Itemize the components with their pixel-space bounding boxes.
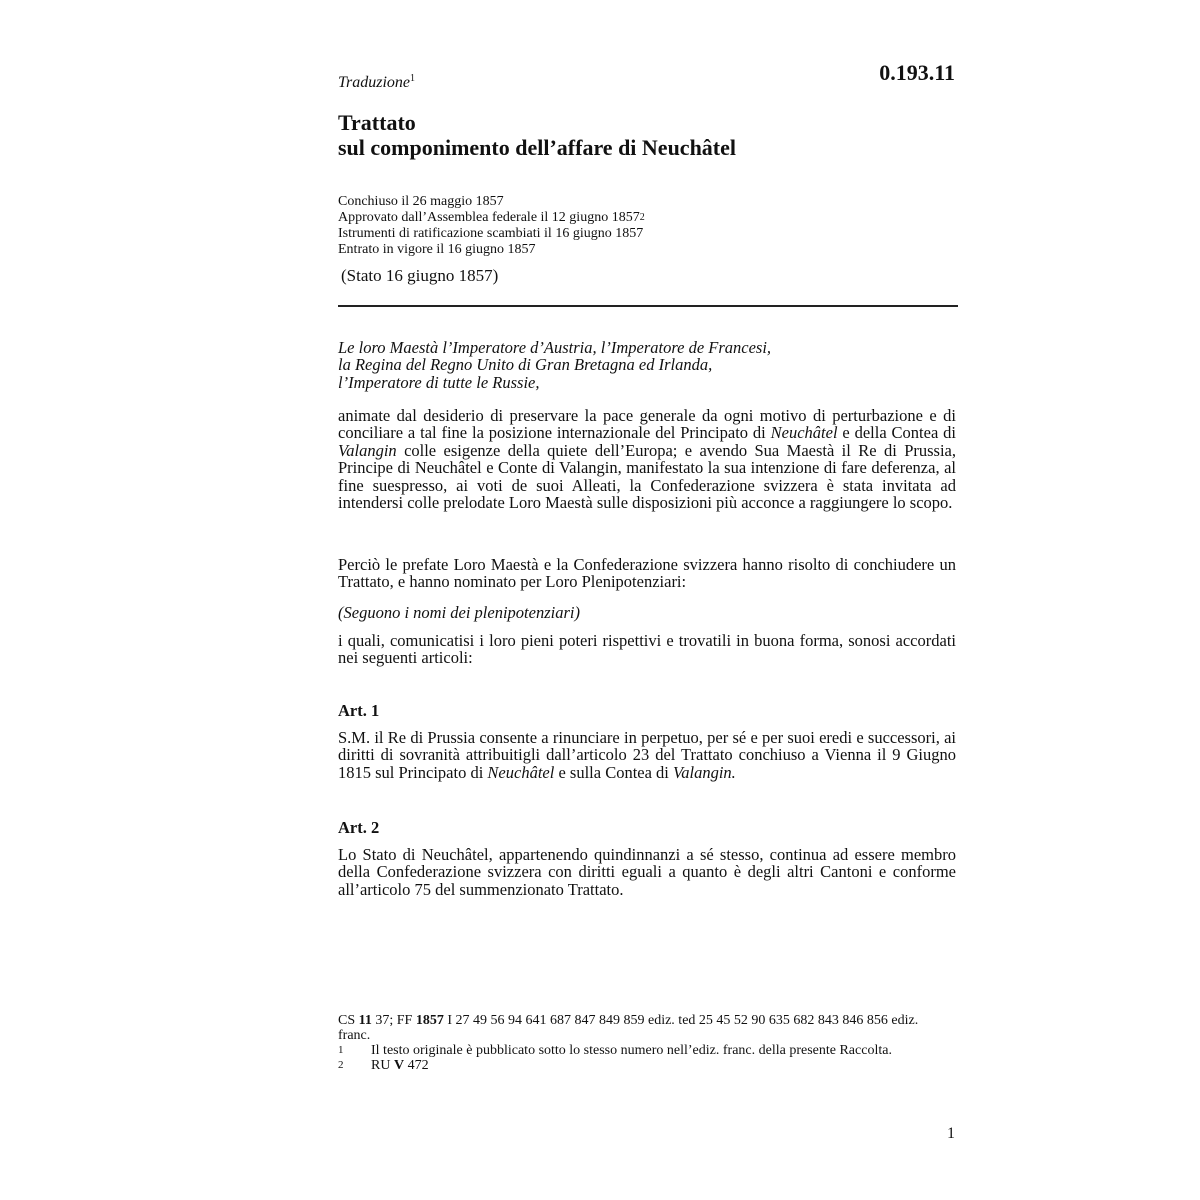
article-1-heading: Art. 1 — [338, 701, 380, 720]
footnotes — [338, 1013, 953, 1073]
meta-approved-text: Approvato dall’Assemblea federale il 12 giugno 1857 — [338, 210, 640, 225]
source-ref-a: CS — [338, 1013, 359, 1028]
recital-paragraph-3: i quali, comunicatisi i loro pieni poteri rispettivi e trovatili in buona forma, sonosi accordati nei seguenti articoli: — [338, 631, 956, 668]
source-ref-c: 37; FF — [371, 1013, 416, 1028]
article-1-text-b: e sulla Contea di — [554, 762, 674, 782]
header-divider — [338, 305, 958, 307]
article-1-text-a: S.M. il Re di Prussia consente a rinunciare in perpetuo, per sé e per suoi eredi e successori, ai diritti di sovranità attribuitigli dall’articolo 23 del Trattato conchiuso a Vienna il 9 Giugno 1815 sul Principato di — [338, 728, 956, 782]
meta-concluded: Conchiuso il 26 maggio 1857 — [338, 194, 504, 209]
status-date: (Stato 16 giugno 1857) — [341, 266, 499, 285]
footnote-ref-1: 1 — [410, 73, 416, 84]
article-1-text — [338, 729, 956, 781]
source-references — [338, 1013, 953, 1043]
title-line-1: Trattato — [338, 110, 416, 135]
plenipotentiaries-note: (Seguono i nomi dei plenipotenziari) — [338, 603, 580, 622]
footnote-2-text-a: RU — [371, 1058, 394, 1073]
article-1-italic-neuchatel: Neuchâtel — [487, 762, 555, 782]
footnote-2 — [338, 1058, 953, 1073]
recital-1-text-b: e della Contea di — [837, 423, 956, 443]
source-ref-e: I 27 49 56 94 641 687 847 849 859 ediz. ted 25 45 52 90 635 682 843 846 856 ediz. franc. — [338, 1013, 919, 1043]
document-title — [338, 110, 736, 160]
article-1-italic-valangin: Valangin. — [673, 762, 736, 782]
recital-1-italic-valangin: Valangin — [338, 440, 397, 460]
preamble — [338, 339, 956, 391]
footnote-1-text: Il testo originale è pubblicato sotto lo stesso numero nell’ediz. franc. della presente Raccolta. — [371, 1043, 892, 1058]
title-line-2: sul componimento dell’affare di Neuchâtel — [338, 135, 737, 160]
page-number: 1 — [947, 1125, 955, 1142]
document-metadata — [338, 194, 645, 258]
article-2-heading: Art. 2 — [338, 818, 380, 837]
footnote-ref-2: 2 — [639, 212, 645, 223]
footnote-1 — [338, 1043, 953, 1058]
preamble-line-1: Le loro Maestà l’Imperatore d’Austria, l’Imperatore de Francesi, — [338, 338, 772, 357]
translation-label-text: Traduzione — [338, 74, 411, 91]
source-ref-b: 11 — [358, 1013, 372, 1028]
footnote-2-text — [371, 1058, 953, 1073]
footnote-2-text-b: V — [393, 1058, 405, 1073]
footnote-2-mark: 2 — [338, 1059, 344, 1071]
meta-in-force: Entrato in vigore il 16 giugno 1857 — [338, 242, 536, 257]
translation-label — [338, 74, 415, 92]
sr-number: 0.193.11 — [879, 60, 955, 85]
recital-1-italic-neuchatel: Neuchâtel — [770, 423, 838, 443]
source-ref-d: 1857 — [415, 1013, 444, 1028]
recital-paragraph-1 — [338, 407, 956, 511]
article-2-text: Lo Stato di Neuchâtel, appartenendo quindinnanzi a sé stesso, continua ad essere membro della Confederazione svizzera con diritti eguali a quanto è degli altri Cantoni e conforme all’articolo 75 del summenzionato Trattato. — [338, 845, 956, 899]
preamble-line-3: l’Imperatore di tutte le Russie, — [338, 372, 540, 392]
meta-ratification: Istrumenti di ratificazione scambiati il 16 giugno 1857 — [338, 226, 644, 241]
recital-1-text-c: colle esigenze della quiete dell’Europa; e avendo Sua Maestà il Re di Prussia, Principe di Neuchâtel e Conte di Valangin, manifestato la sua intenzione di fare deferenza, al fine suespresso, ai voti de suoi Alleati, la Confederazione svizzera è stata invitata ad intendersi colle prelodate Loro Maestà sulle disposizioni più acconce a raggiungere lo scopo. — [338, 440, 956, 513]
recital-paragraph-2: Perciò le prefate Loro Maestà e la Confederazione svizzera hanno risolto di conchiudere un Trattato, e hanno nominato per Loro Plenipotenziari: — [338, 555, 956, 592]
footnote-1-mark: 1 — [338, 1044, 344, 1056]
preamble-line-2: la Regina del Regno Unito di Gran Bretagna ed Irlanda, — [338, 355, 713, 375]
footnote-2-text-c: 472 — [404, 1058, 429, 1073]
recital-1-text-a: animate dal desiderio di preservare la pace generale da ogni motivo di perturbazione e di conciliare a tal fine la posizione internazionale del Principato di — [338, 406, 956, 443]
meta-approved — [338, 210, 645, 226]
